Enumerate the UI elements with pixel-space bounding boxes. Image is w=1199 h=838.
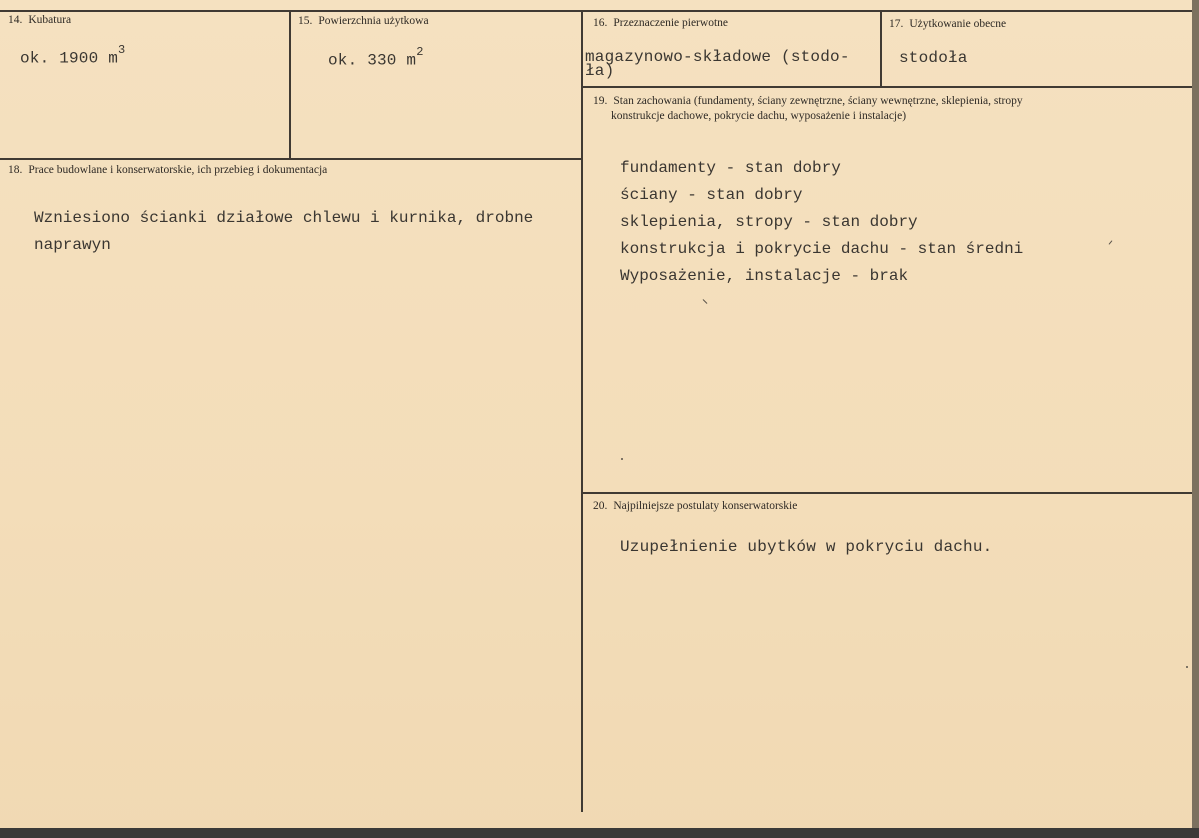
field-15-value (328, 45, 424, 70)
field-16-number: 16. (593, 17, 608, 29)
paper-speck (703, 299, 708, 304)
field-14-number: 14. (8, 14, 23, 26)
field-15-label (298, 14, 429, 28)
field-19-value (620, 155, 1023, 290)
paper-speck (1186, 666, 1188, 668)
rule-above-18 (0, 158, 583, 160)
field-19-value-line: konstrukcja i pokrycie dachu - stan średni (620, 240, 1024, 258)
field-14-value-text: ok. 1900 m (20, 49, 119, 68)
field-19-value-line: Wyposażenie, instalacje - brak (620, 267, 909, 285)
paper-speck (621, 458, 623, 460)
field-19-label-line2: konstrukcje dachowe, pokrycie dachu, wyposażenie i instalacje) (611, 110, 907, 122)
field-18-title: Prace budowlane i konserwatorskie, ich przebieg i dokumentacja (28, 164, 328, 176)
field-14-value (20, 43, 126, 68)
field-18-number: 18. (8, 164, 23, 176)
field-20-value: Uzupełnienie ubytków w pokryciu dachu. (620, 538, 993, 556)
card-edge-right (1192, 0, 1199, 838)
rule-between-16-17 (880, 10, 882, 87)
rule-under-16-17 (582, 86, 1192, 88)
field-20-label (593, 499, 797, 513)
rule-between-14-15 (289, 10, 291, 159)
rule-center (581, 10, 583, 812)
field-18-label (8, 163, 327, 177)
field-19-value-line: ściany - stan dobry (620, 186, 803, 204)
field-14-value-sup: 3 (118, 43, 126, 57)
field-16-value-line2: ła) (585, 62, 615, 80)
field-19-value-line: fundamenty - stan dobry (620, 159, 841, 177)
field-20-number: 20. (593, 500, 608, 512)
field-16-title: Przeznaczenie pierwotne (613, 17, 728, 29)
field-18-value-line: naprawyn (34, 236, 111, 254)
rule-above-20 (582, 492, 1192, 494)
field-14-title: Kubatura (28, 14, 72, 26)
rule-top (0, 10, 1192, 12)
field-19-title-line1: Stan zachowania (fundamenty, ściany zewnętrzne, ściany wewnętrzne, sklepienia, stropy (613, 95, 1023, 107)
field-16-value-line1: magazynowo-składowe (stodo- (585, 48, 850, 66)
field-17-label (889, 17, 1006, 31)
field-17-title: Użytkowanie obecne (909, 18, 1007, 30)
field-17-number: 17. (889, 18, 904, 30)
field-15-title: Powierzchnia użytkowa (318, 15, 429, 27)
field-14-label (8, 13, 71, 27)
field-15-number: 15. (298, 15, 313, 27)
field-19-value-line: sklepienia, stropy - stan dobry (620, 213, 918, 231)
paper-speck (1109, 240, 1113, 244)
field-20-title: Najpilniejsze postulaty konserwatorskie (613, 500, 798, 512)
field-19-label (593, 94, 1023, 108)
field-18-value (34, 205, 533, 259)
card-edge-bottom (0, 828, 1199, 838)
field-16-label (593, 16, 728, 30)
field-18-value-line: Wzniesiono ścianki działowe chlewu i kurnika, drobne (34, 209, 534, 227)
field-15-value-sup: 2 (416, 45, 424, 59)
field-17-value: stodoła (899, 49, 968, 67)
field-19-number: 19. (593, 95, 608, 107)
field-15-value-text: ok. 330 m (328, 51, 417, 70)
